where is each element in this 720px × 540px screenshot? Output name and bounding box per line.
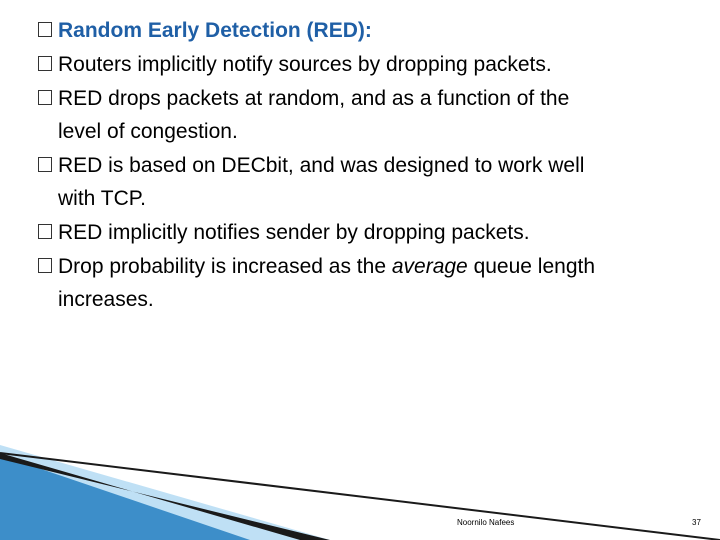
bullet-box-icon [38, 157, 52, 172]
bullet-text: RED implicitly notifies sender by dropping packets. [58, 221, 530, 244]
page-number: 37 [692, 518, 701, 527]
bullet-text: Routers implicitly notify sources by dropping packets. [58, 53, 552, 76]
bullet-box-icon [38, 224, 52, 239]
bullet-item [38, 48, 698, 81]
bullet-item [38, 149, 698, 215]
footer-author: Noornilo Nafees [457, 518, 515, 527]
bullet-text: RED is based on DECbit, and was designed to work well [58, 154, 585, 177]
bullet-box-icon [38, 56, 52, 71]
bullet-item [38, 250, 698, 316]
bullet-text: Drop probability is increased as the [58, 255, 392, 278]
bullet-text: queue length [467, 255, 596, 278]
bullet-box-icon [38, 258, 52, 273]
slide-content [38, 14, 698, 317]
bullet-text: RED drops packets at random, and as a function of the [58, 87, 570, 110]
bullet-text-continuation: level of congestion. [58, 120, 238, 143]
bullet-item [38, 82, 698, 148]
corner-decoration [0, 445, 720, 540]
bullet-box-icon [38, 90, 52, 105]
bullet-box-icon [38, 22, 52, 37]
bullet-text-continuation: increases. [58, 288, 154, 311]
bullet-text-continuation: with TCP. [58, 187, 146, 210]
heading-item [38, 14, 698, 47]
emphasis-text: average [391, 255, 468, 278]
slide-title: Random Early Detection (RED): [58, 19, 372, 42]
bullet-item [38, 216, 698, 249]
